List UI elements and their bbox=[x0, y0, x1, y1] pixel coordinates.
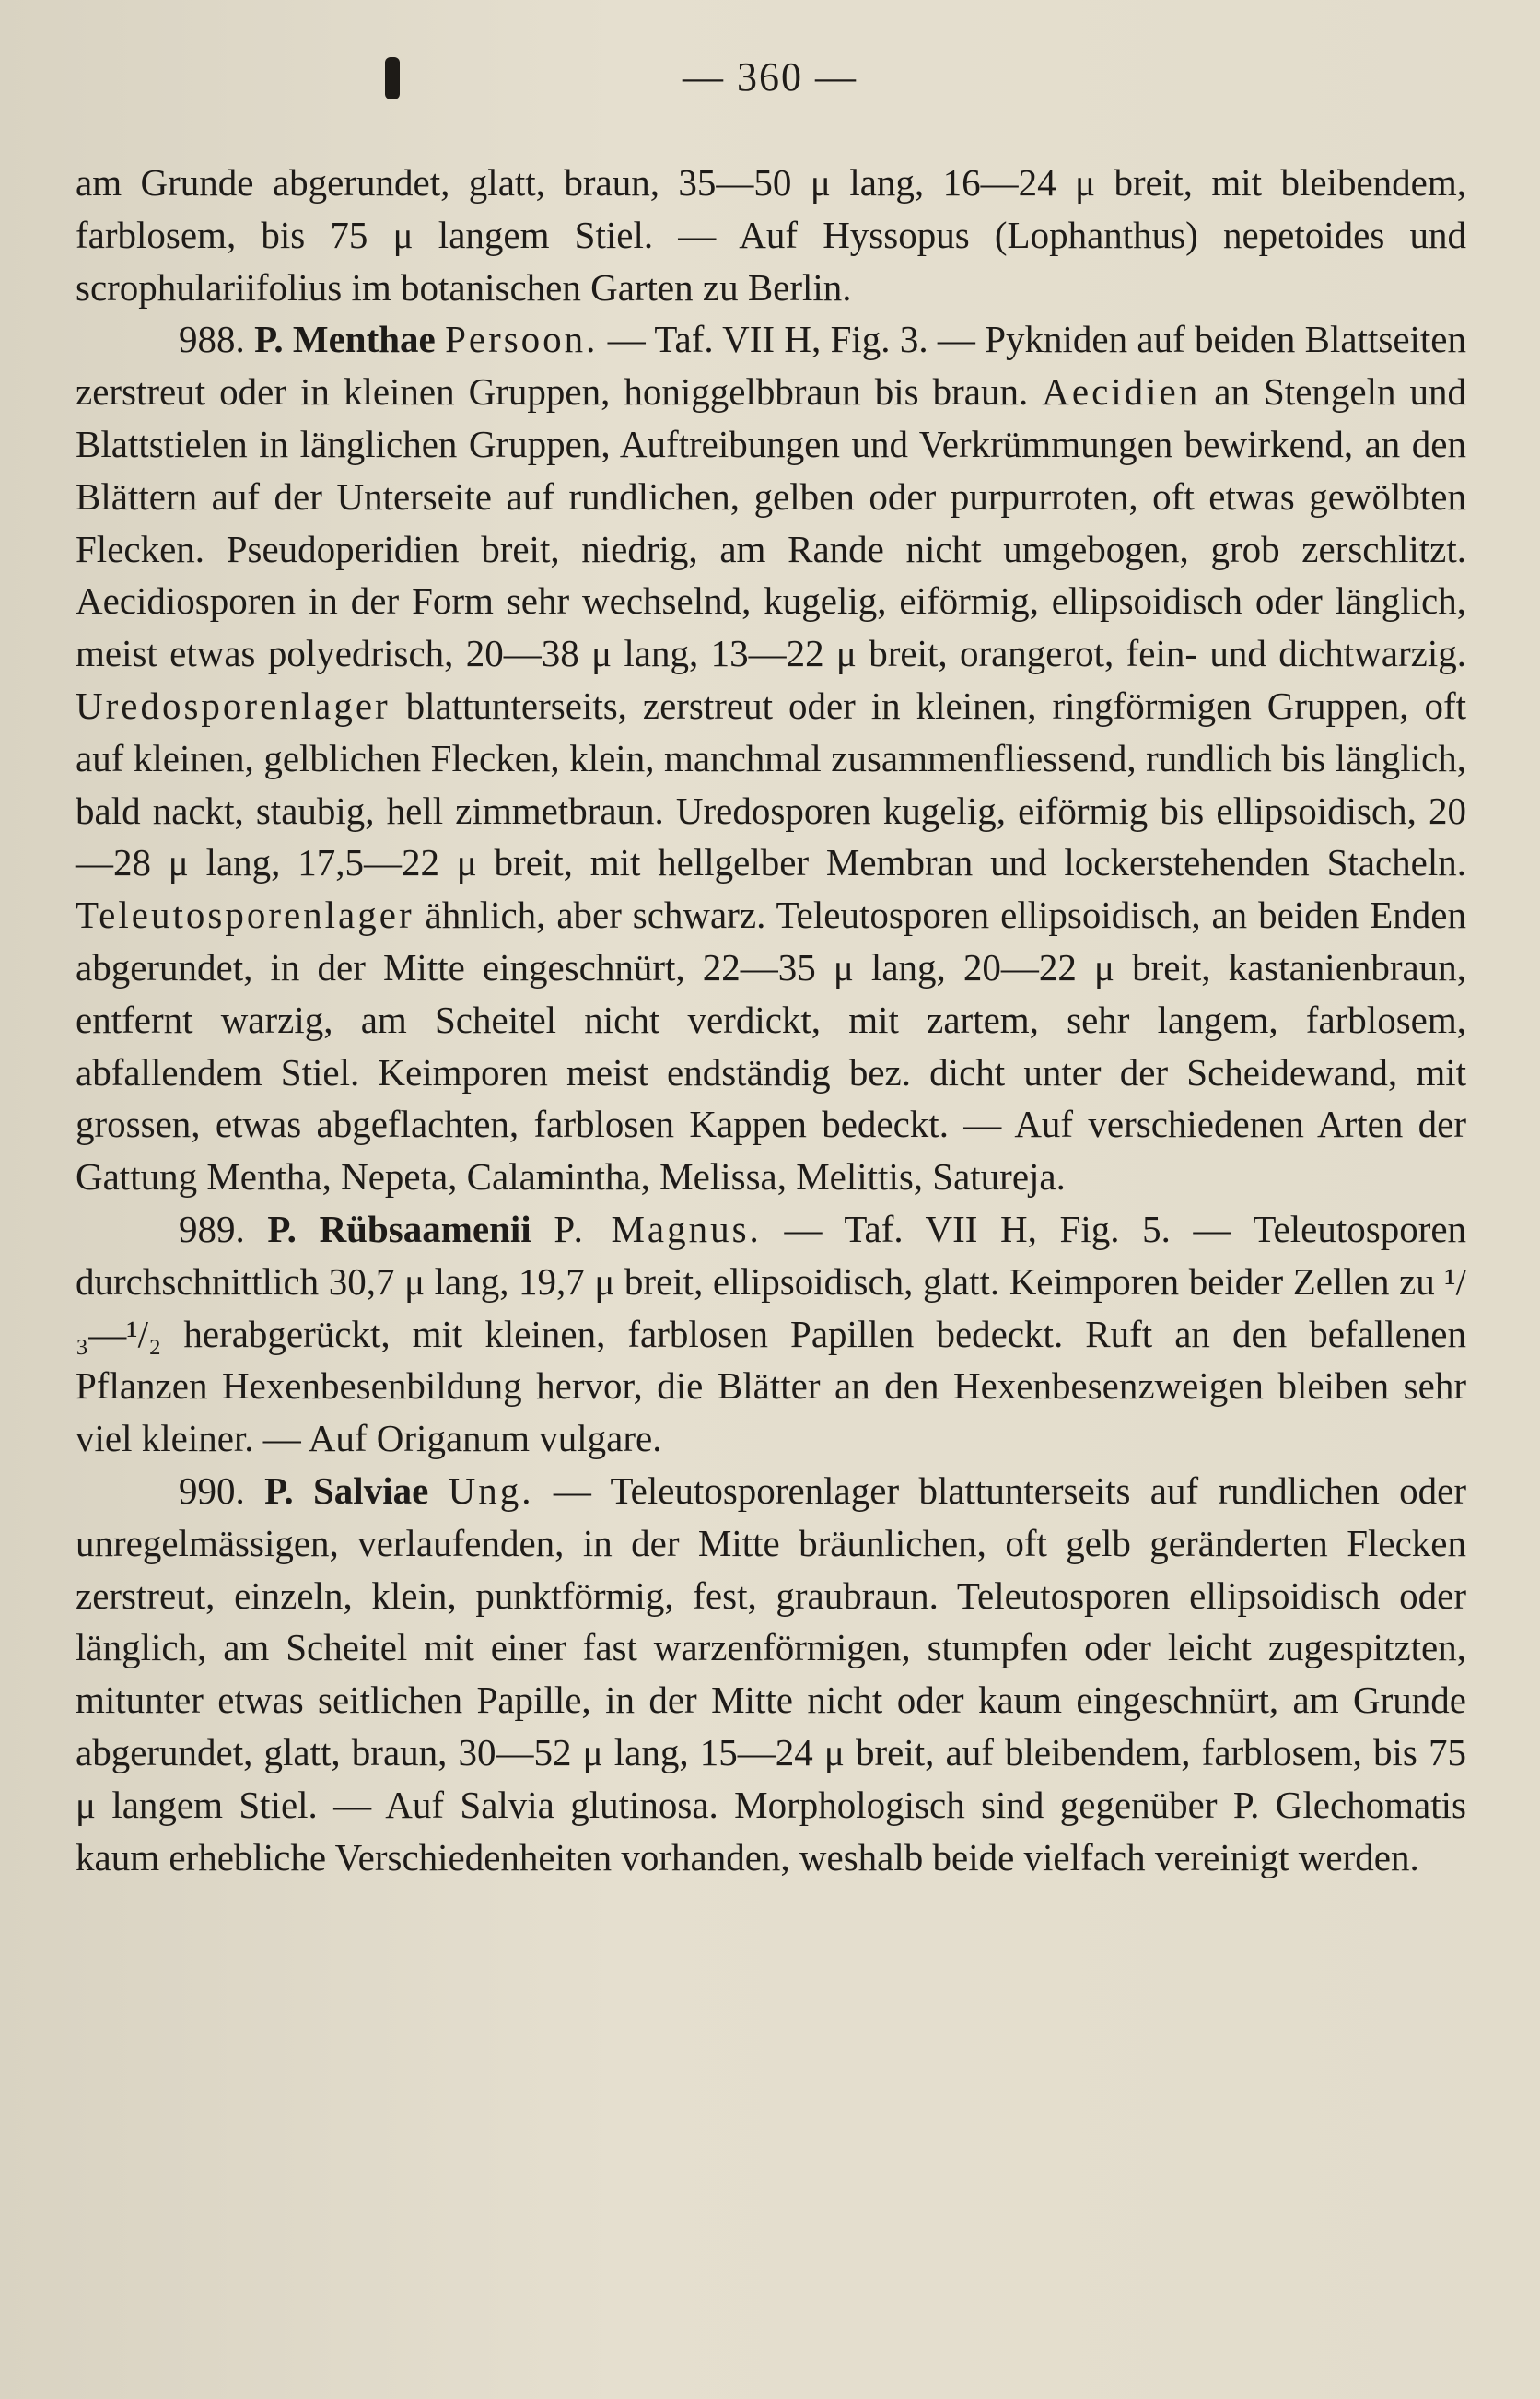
spaced-term: Uredosporenlager bbox=[76, 684, 391, 727]
paragraph-988 bbox=[76, 313, 1466, 1203]
page-number: — 360 — bbox=[682, 54, 858, 99]
entry-number: 990. bbox=[179, 1469, 245, 1512]
text-segment: — Taf. VII H, Fig. 3. — Pykniden auf beiden Blattseiten zerstreut oder in kleinen Gruppen, honiggelbbraun bis braun. bbox=[76, 318, 1467, 414]
paragraph-990 bbox=[76, 1465, 1466, 1883]
species-name: Salviae bbox=[313, 1469, 429, 1512]
author-name: Persoon. bbox=[445, 318, 599, 361]
paragraph-987-continuation: am Grunde abgerundet, glatt, braun, 35—50 μ lang, 16—24 μ breit, mit bleibendem, farblosem, bis 75 μ langem Stiel. — Auf Hyssopus (Lophanthus) nepetoides und scrophulariifolius im botanischen Garten zu Berlin. bbox=[76, 161, 1466, 309]
paragraph-989 bbox=[76, 1203, 1466, 1465]
entry-number: 989. bbox=[179, 1207, 245, 1250]
text-segment: blattunterseits, zerstreut oder in kleinen, ringförmigen Gruppen, oft auf kleinen, gelblichen Flecken, klein, manchmal zusammenfliessend, rundlich bis länglich, bald nackt, staubig, hell zimmetbraun. Uredosporen kugelig, eiförmig bis ellipsoidisch, 20—28 μ lang, 17,5—22 μ breit, mit hellgelber Membran und lockerstehenden Stacheln. bbox=[76, 684, 1466, 884]
text-segment: — Taf. VII H, Fig. 5. — Teleutosporen durchschnittlich 30,7 μ lang, 19,7 μ breit, ellipsoidisch, glatt. Keimporen beider Zellen zu ¹/₃—¹/₂ herabgerückt, mit kleinen, farblosen Papillen bedeckt. Ruft an den befallenen Pflanzen Hexenbesenbildung hervor, die Blätter an den Hexenbesenzweigen bleiben sehr viel kleiner. — Auf Origanum vulgare. bbox=[76, 1207, 1467, 1460]
genus-abbrev: P. bbox=[267, 1207, 297, 1250]
text-segment: — Teleutosporenlager blattunterseits auf rundlichen oder unregelmässigen, verlaufenden, in der Mitte bräunlichen, oft gelb geränderten Flecken zerstreut, einzeln, klein, punktförmig, fest, graubraun. Teleutosporen ellipsoidisch oder länglich, am Scheitel mit einer fast warzenförmigen, stumpfen oder leicht zugespitzten, mitunter etwas seitlichen Papille, in der Mitte nicht oder kaum eingeschnürt, am Grunde abgerundet, glatt, braun, 30—52 μ lang, 15—24 μ breit, auf bleibendem, farblosem, bis 75 μ langem Stiel. — Auf Salvia glutinosa. Morphologisch sind gegenüber P. Glechomatis kaum erhebliche Verschiedenheiten vorhanden, weshalb beide vielfach vereinigt werden. bbox=[76, 1469, 1467, 1878]
text-segment: ähnlich, aber schwarz. Teleutosporen ellipsoidisch, an beiden Enden abgerundet, in der Mitte eingeschnürt, 22—35 μ lang, 20—22 μ breit, kastanienbraun, entfernt warzig, am Scheitel nicht verdickt, mit zartem, sehr langem, farblosem, abfallendem Stiel. Keimporen meist endständig bez. dicht unter der Scheidewand, mit grossen, etwas abgeflachten, farblosen Kappen bedeckt. — Auf verschiedenen Arten der Gattung Mentha, Nepeta, Calamintha, Melissa, Melittis, Satureja. bbox=[76, 894, 1466, 1199]
spaced-term: Teleutosporenlager bbox=[76, 894, 414, 937]
genus-abbrev: P. bbox=[264, 1469, 294, 1512]
species-name: Rübsaamenii bbox=[319, 1207, 531, 1250]
page-body bbox=[76, 157, 1466, 1883]
author-name: Ung. bbox=[448, 1469, 534, 1512]
text-segment: an Stengeln und Blattstielen in länglichen Gruppen, Auftreibungen und Verkrümmungen bewirkend, an den Blättern auf der Unterseite auf rundlichen, gelben oder purpurroten, oft etwas gewölbten Flecken. Pseudoperidien breit, niedrig, am Rande nicht umgebogen, grob zerschlitzt. Aecidiosporen in der Form sehr wechselnd, kugelig, eiförmig, ellipsoidisch oder länglich, meist etwas polyedrisch, 20—38 μ lang, 13—22 μ breit, orangerot, fein- und dichtwarzig. bbox=[76, 370, 1467, 675]
species-name: Menthae bbox=[292, 318, 436, 361]
author-name: P. Magnus. bbox=[554, 1207, 762, 1250]
spaced-term: Aecidien bbox=[1042, 370, 1201, 414]
genus-abbrev: P. bbox=[254, 318, 284, 361]
entry-number: 988. bbox=[179, 318, 245, 361]
